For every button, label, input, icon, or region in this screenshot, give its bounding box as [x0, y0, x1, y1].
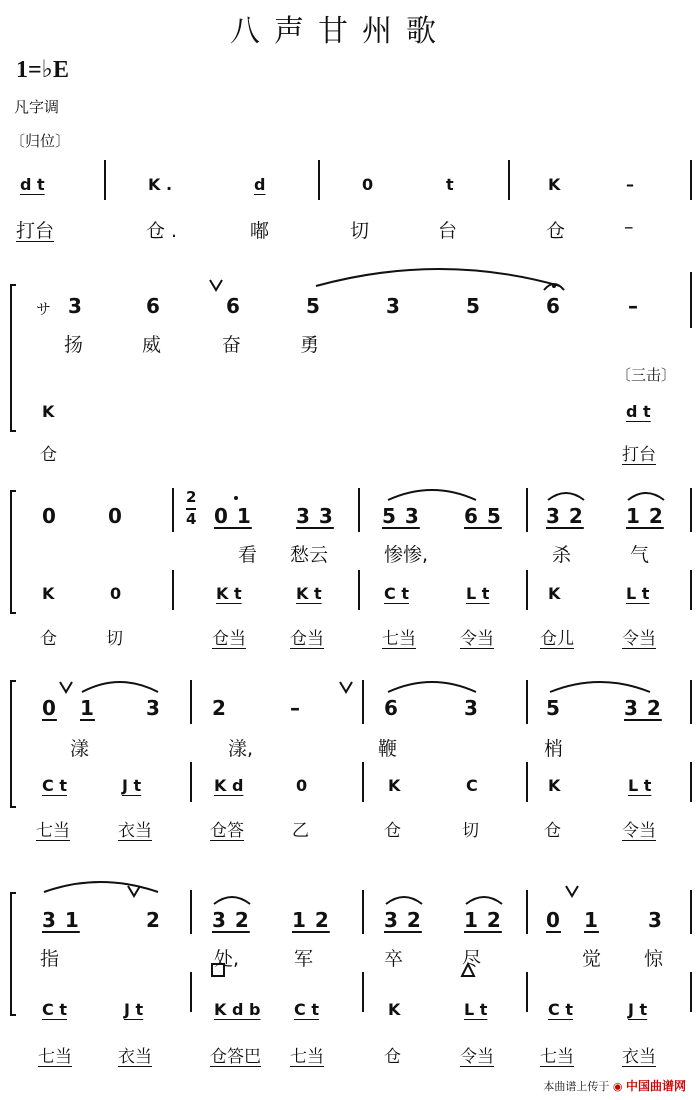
- lyric: 气: [630, 544, 650, 566]
- note: 3: [386, 294, 401, 318]
- perc: K: [42, 584, 55, 603]
- stroke-1: 打台: [16, 220, 55, 242]
- note: 5: [306, 294, 321, 318]
- perc-2: K .: [148, 175, 173, 194]
- note: 6: [546, 294, 561, 318]
- lyric: 杀: [552, 544, 572, 566]
- slur: [548, 493, 584, 500]
- stroke: 仓: [40, 629, 57, 649]
- slur: [550, 682, 650, 692]
- perc: C t: [42, 776, 67, 795]
- lyric: 惊: [644, 948, 664, 970]
- stroke-6: 仓: [546, 220, 566, 242]
- stroke: 仓: [544, 821, 561, 841]
- uploaded-label: 本曲谱上传于: [543, 1080, 610, 1093]
- perc-4: 0: [362, 175, 374, 194]
- note: 3 2: [384, 908, 422, 932]
- site-logo-icon: ◉: [612, 1080, 623, 1093]
- lyric: 梢: [544, 738, 564, 760]
- perc-1: d t: [20, 175, 45, 194]
- stroke-5: 台: [438, 220, 458, 242]
- note: 3 1: [42, 908, 80, 932]
- perc: K: [42, 402, 55, 421]
- perc: C t: [42, 1000, 67, 1019]
- stroke: 衣当: [622, 1047, 656, 1067]
- stroke: 仓答巴: [210, 1047, 261, 1067]
- lyric: 卒: [384, 948, 404, 970]
- note: 3: [68, 294, 83, 318]
- perc: K t: [296, 584, 322, 603]
- footer-credit: [543, 1077, 686, 1094]
- perc: K: [548, 584, 561, 603]
- perc-5: t: [446, 175, 454, 194]
- perc: C t: [548, 1000, 573, 1019]
- breath-mark: [566, 886, 578, 896]
- perc: C: [466, 776, 478, 795]
- note: 5: [546, 696, 561, 720]
- lyric: 惨惨,: [384, 544, 429, 566]
- lyric: 军: [294, 948, 314, 970]
- stroke: 切: [106, 629, 123, 649]
- perc: K: [388, 1000, 401, 1019]
- perc: J t: [122, 776, 142, 795]
- breath-mark: [128, 886, 140, 896]
- stroke: 仓: [40, 445, 57, 465]
- stroke: 令当: [622, 629, 656, 649]
- perc-3: d: [254, 175, 266, 194]
- note: 1 2: [626, 504, 664, 528]
- note: 3 2: [624, 696, 662, 720]
- note: –: [290, 696, 301, 720]
- stroke: 令当: [460, 1047, 494, 1067]
- perc: C t: [294, 1000, 319, 1019]
- stroke: 七当: [38, 1047, 72, 1067]
- breath-mark: [210, 280, 222, 290]
- dot-octave: [234, 496, 238, 500]
- note: 3 2: [212, 908, 250, 932]
- lyric: 指: [40, 948, 60, 970]
- note: 1 2: [292, 908, 330, 932]
- time-signature-top: 2: [186, 488, 197, 506]
- stroke-4: 切: [350, 220, 370, 242]
- perc: 0: [110, 584, 122, 603]
- note: 1 2: [464, 908, 502, 932]
- perc: C t: [384, 584, 409, 603]
- lyric: 鞭: [378, 738, 398, 760]
- lyric: 威: [142, 334, 162, 356]
- stroke: 仓当: [212, 629, 246, 649]
- stroke: 七当: [382, 629, 416, 649]
- note: 0: [108, 504, 123, 528]
- cue-guiwei: 〔归位〕: [10, 132, 71, 150]
- slur: [316, 269, 560, 286]
- stroke: 仓: [384, 821, 401, 841]
- stroke: 衣当: [118, 821, 152, 841]
- note: 1: [584, 908, 599, 932]
- stroke: 七当: [290, 1047, 324, 1067]
- note: 0 1: [214, 504, 252, 528]
- stroke: 七当: [540, 1047, 574, 1067]
- perc: d t: [626, 402, 651, 421]
- mode-label: 凡字调: [14, 98, 60, 116]
- note: 2: [212, 696, 227, 720]
- perc: K d: [214, 776, 244, 795]
- note: 0: [42, 504, 57, 528]
- square-mark: [212, 964, 224, 976]
- key-signature: 1=♭E: [16, 57, 70, 83]
- stroke: 令当: [460, 629, 494, 649]
- note: 6 5: [464, 504, 502, 528]
- note: 2: [146, 908, 161, 932]
- perc: 0: [296, 776, 308, 795]
- perc: K t: [216, 584, 242, 603]
- stroke: 乙: [292, 821, 309, 841]
- breath-mark: [60, 682, 72, 692]
- lyric: 勇: [300, 334, 320, 356]
- note: 0: [42, 696, 57, 720]
- stroke: 仓答: [210, 821, 244, 841]
- stroke: 令当: [622, 821, 656, 841]
- stroke-3: 嘟: [250, 220, 270, 242]
- note: 1: [80, 696, 95, 720]
- fermata-dot: [552, 284, 556, 288]
- perc: J t: [628, 1000, 648, 1019]
- lyric: 扬: [64, 334, 84, 356]
- lyric: 漾,: [228, 738, 254, 760]
- slur: [214, 897, 250, 904]
- slur: [44, 882, 158, 892]
- lyric: 处,: [214, 948, 240, 970]
- note: 3 2: [546, 504, 584, 528]
- stroke: 衣当: [118, 1047, 152, 1067]
- slur: [386, 897, 422, 904]
- note: 3 3: [296, 504, 334, 528]
- perc: K: [388, 776, 401, 795]
- perc: L t: [626, 584, 650, 603]
- stroke: 仓: [384, 1047, 401, 1067]
- note: –: [628, 294, 639, 318]
- perc: L t: [628, 776, 652, 795]
- perc: L t: [466, 584, 490, 603]
- slur: [466, 897, 502, 904]
- note: 5: [466, 294, 481, 318]
- lyric: 尽: [462, 948, 482, 970]
- stroke-7: –: [624, 216, 634, 238]
- perc: J t: [124, 1000, 144, 1019]
- slur: [628, 493, 664, 500]
- note: 3: [146, 696, 161, 720]
- lyric: 愁云: [290, 544, 329, 566]
- perc-6: K: [548, 175, 561, 194]
- slur: [388, 682, 476, 692]
- stroke: 仓儿: [540, 629, 574, 649]
- stroke: 七当: [36, 821, 70, 841]
- score-title: 八声甘州歌: [230, 14, 450, 49]
- cue-sanji: 〔三击〕: [616, 366, 677, 384]
- note: 3: [464, 696, 479, 720]
- note: 6: [226, 294, 241, 318]
- note: 6: [146, 294, 161, 318]
- note: 0: [546, 908, 561, 932]
- perc: L t: [464, 1000, 488, 1019]
- time-signature-bottom: 4: [186, 510, 197, 528]
- site-name[interactable]: 中国曲谱网: [625, 1079, 686, 1093]
- triangle-mark: [462, 964, 474, 976]
- perc-7: –: [626, 175, 634, 194]
- stroke: 切: [462, 821, 479, 841]
- perc: K d b: [214, 1000, 261, 1019]
- perc: K: [548, 776, 561, 795]
- slur: [388, 490, 476, 500]
- stroke: 仓当: [290, 629, 324, 649]
- breath-mark: [340, 682, 352, 692]
- lyric: 漾: [70, 738, 90, 760]
- stroke: 打台: [622, 445, 656, 465]
- lyric: 看: [238, 544, 258, 566]
- free-meter-mark: サ: [36, 300, 52, 318]
- slur: [82, 682, 158, 692]
- note: 5 3: [382, 504, 420, 528]
- stroke-2: 仓 .: [146, 220, 178, 242]
- note: 6: [384, 696, 399, 720]
- lyric: 奋: [222, 334, 242, 356]
- lyric: 觉: [582, 948, 602, 970]
- note: 3: [648, 908, 663, 932]
